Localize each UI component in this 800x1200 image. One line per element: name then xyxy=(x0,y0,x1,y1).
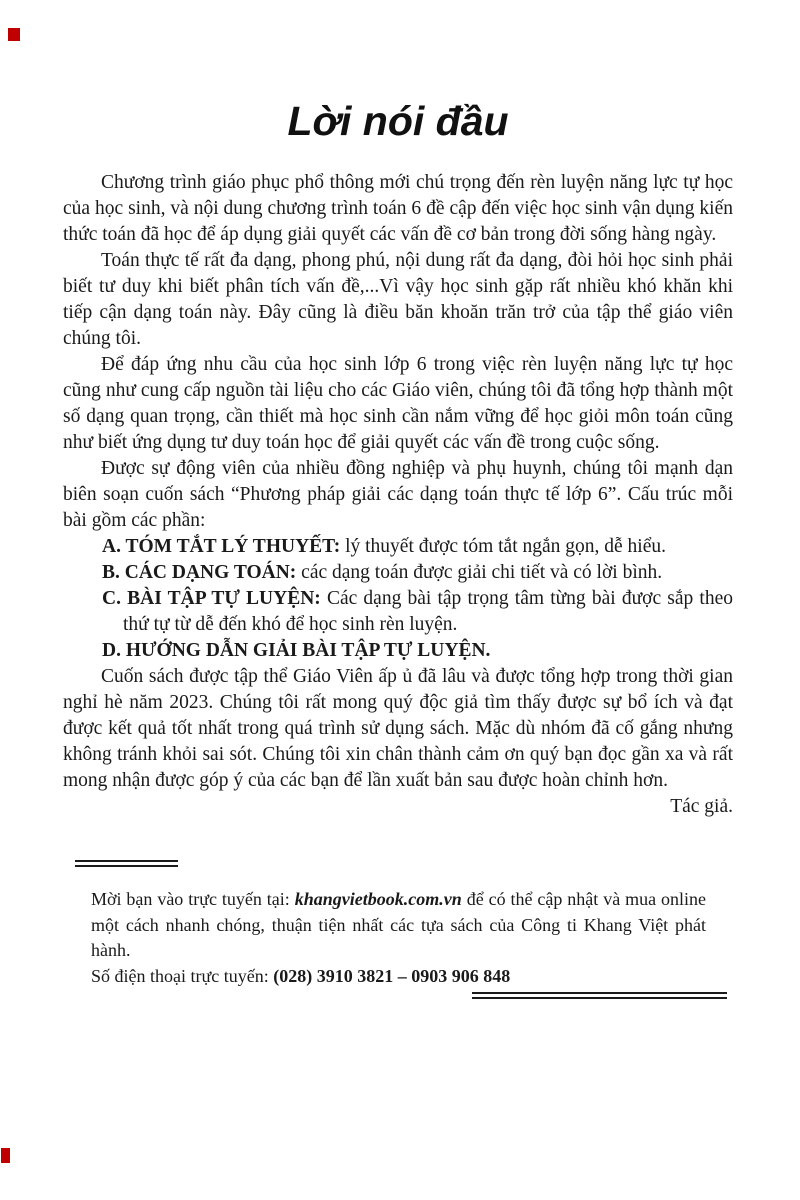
footer-phone-line xyxy=(91,964,706,990)
section-text-a: lý thuyết được tóm tắt ngắn gọn, dễ hiểu. xyxy=(345,536,666,557)
page-content xyxy=(0,100,800,999)
section-text-c: Các dạng bài tập trọng tâm từng bài được sắp theo thứ tự từ dễ đến khó để học sinh rèn luyện. xyxy=(123,588,733,635)
footer-invite-pre: Mời bạn vào trực tuyến tại: xyxy=(91,889,290,909)
footer-invite-line xyxy=(91,887,706,964)
footer-divider-left xyxy=(75,860,178,867)
section-text-b: các dạng toán được giải chi tiết và có lời bình. xyxy=(301,562,663,583)
footer-invite-post: để có thể cập nhật và mua online một cách nhanh chóng, thuận tiện nhất các tựa sách của Công ti Khang Việt phát hành. xyxy=(91,889,706,960)
phone-numbers: (028) 3910 3821 – 0903 906 848 xyxy=(273,965,511,986)
red-mark-bottom xyxy=(1,1148,10,1163)
section-item-d xyxy=(63,638,733,664)
preface-body xyxy=(63,170,733,820)
closing-paragraph: Cuốn sách được tập thể Giáo Viên ấp ủ đã lâu và được tổng hợp trong thời gian nghỉ hè năm 2023. Chúng tôi rất mong quý độc giả tìm thấy được sự bổ ích và đạt được kết quả tốt nhất trong quá trình sử dụng sách. Mặc dù nhóm đã cố gắng nhưng không tránh khỏi sai sót. Chúng tôi xin chân thành cảm ơn quý bạn đọc gần xa và rất mong nhận được góp ý của các bạn để lần xuất bản sau được hoàn chỉnh hơn. xyxy=(63,666,733,791)
paragraph-2: Toán thực tế rất đa dạng, phong phú, nội dung rất đa dạng, đòi hỏi học sinh phải biết tư duy khi biết phân tích vấn đề,...Vì vậy học sinh gặp rất nhiều khó khăn khi tiếp cận dạng toán này. Đây cũng là điều băn khoăn trăn trở của tập thể giáo viên chúng tôi. xyxy=(63,250,733,349)
section-item-c xyxy=(63,586,733,638)
paragraph-1: Chương trình giáo phục phổ thông mới chú trọng đến rèn luyện năng lực tự học của học sinh, và nội dung chương trình toán 6 đề cập đến việc học sinh vận dụng kiến thức toán đã học để áp dụng giải quyết các vấn đề cơ bản trong đời sống hàng ngày. xyxy=(63,172,733,245)
page-title: Lời nói đầu xyxy=(287,98,509,144)
footer-divider-right xyxy=(472,992,727,999)
phone-label: Số điện thoại trực tuyến: xyxy=(91,965,274,986)
author-signature: Tác giả. xyxy=(670,796,733,817)
section-item-b xyxy=(63,560,733,586)
paragraph-3: Để đáp ứng nhu cầu của học sinh lớp 6 trong việc rèn luyện năng lực tự học cũng như cung cấp nguồn tài liệu cho các Giáo viên, chúng tôi đã tổng hợp thành một số dạng quan trọng, cần thiết mà học sinh cần nắm vững để học giỏi môn toán cũng như biết ứng dụng tư duy toán học để giải quyết các vấn đề trong cuộc sống. xyxy=(63,354,733,453)
section-item-a xyxy=(63,534,733,560)
section-heading-a: A. TÓM TẮT LÝ THUYẾT: xyxy=(102,536,341,557)
website-link[interactable]: khangvietbook.com.vn xyxy=(294,889,462,909)
red-mark-top xyxy=(8,28,20,41)
section-heading-c: C. BÀI TẬP TỰ LUYỆN: xyxy=(102,588,321,609)
footer-notice xyxy=(91,887,706,989)
section-heading-b: B. CÁC DẠNG TOÁN: xyxy=(102,562,297,583)
paragraph-4: Được sự động viên của nhiều đồng nghiệp và phụ huynh, chúng tôi mạnh dạn biên soạn cuốn sách “Phương pháp giải các dạng toán thực tế lớp 6”. Cấu trúc mỗi bài gồm các phần: xyxy=(63,458,733,531)
section-heading-d: D. HƯỚNG DẪN GIẢI BÀI TẬP TỰ LUYỆN. xyxy=(102,640,491,661)
